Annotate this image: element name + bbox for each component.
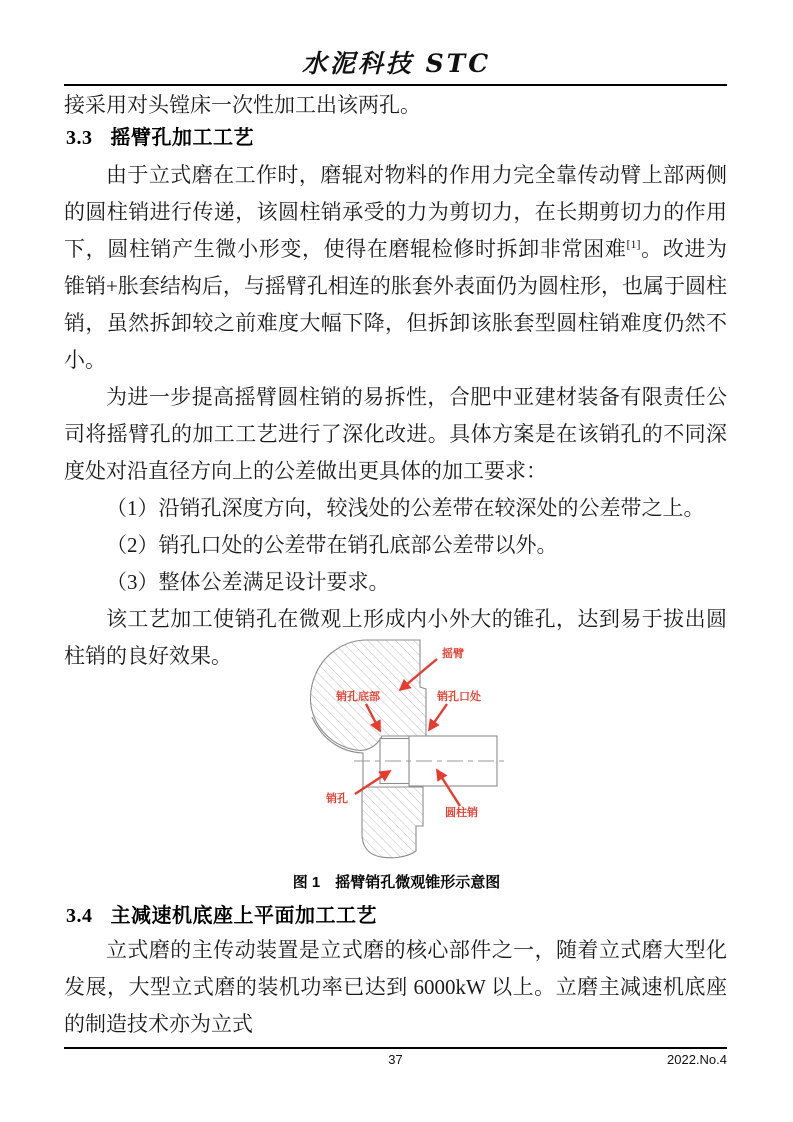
section-number: 3.3 bbox=[66, 127, 93, 149]
list-item-3: （3）整体公差满足设计要求。 bbox=[106, 570, 390, 594]
leading-text-line: 接采用对头镗床一次性加工出该两孔。 bbox=[64, 93, 421, 117]
list-item-2: （2）销孔口处的公差带在销孔底部公差带以外。 bbox=[106, 533, 558, 557]
footer-issue-label: 2022.No.4 bbox=[667, 1052, 727, 1067]
cylindrical-pin-label: 圆柱销 bbox=[445, 807, 478, 819]
paragraph-1 bbox=[64, 157, 727, 379]
pin-hole-label: 销孔 bbox=[326, 793, 348, 805]
section-heading-3-3 bbox=[66, 121, 254, 150]
section-title: 摇臂孔加工工艺 bbox=[110, 127, 254, 149]
paragraph-3: 该工艺加工使销孔在微观上形成内小外大的锥孔，达到易于拔出圆柱销的良好效果。 bbox=[64, 607, 727, 668]
footer-rule bbox=[64, 1047, 727, 1049]
paragraph-2: 为进一步提高摇臂圆柱销的易拆性，合肥中亚建材装备有限责任公司将摇臂孔的加工工艺进行了深化改进。具体方案是在该销孔的不同深度处对沿直径方向上的公差做出更具体的加工要求： bbox=[64, 385, 727, 483]
figure-1-caption: 图 1 摇臂销孔微观锥形示意图 bbox=[292, 874, 501, 891]
paragraph-1-text-cont: 。改进为锥销+胀套结构后，与摇臂孔相连的胀套外表面仍为圆柱形，也属于圆柱销，虽然拆卸较之前难度大幅下降，但拆卸该胀套型圆柱销难度仍然不小。 bbox=[64, 237, 728, 372]
section-3-4-body bbox=[64, 932, 727, 1043]
paragraph-4: 立式磨的主传动装置是立式磨的核心部件之一，随着立式磨大型化发展，大型立式磨的装机功率已达到 6000kW 以上。立磨主减速机底座的制造技术亦为立式 bbox=[64, 938, 727, 1036]
section-3-3-body bbox=[64, 157, 727, 675]
figure-1-diagram bbox=[270, 625, 570, 875]
list-item-1: （1）沿销孔深度方向，较浅处的公差带在较深处的公差带之上。 bbox=[106, 496, 705, 520]
rocker-arm-pin-hole-schematic bbox=[270, 625, 570, 875]
citation-ref: [1] bbox=[626, 237, 641, 251]
pin-hole-bottom-label: 销孔底部 bbox=[336, 691, 380, 703]
section-title: 主减速机底座上平面加工工艺 bbox=[110, 905, 377, 927]
rocker-arm-lower-section bbox=[362, 787, 423, 858]
section-number: 3.4 bbox=[66, 905, 93, 927]
rocker-arm-label: 摇臂 bbox=[442, 648, 464, 660]
pin-hole-mouth-label: 销孔口处 bbox=[437, 691, 481, 703]
section-heading-3-4 bbox=[66, 899, 377, 928]
pin-hole-mouth-arrow bbox=[429, 704, 447, 730]
journal-title: 水泥科技 STC bbox=[301, 49, 492, 78]
header-rule bbox=[64, 84, 727, 86]
paragraph-1-text: 由于立式磨在工作时，磨辊对物料的作用力完全靠传动臂上部两侧的圆柱销进行传递，该圆柱销承受的力为剪切力，在长期剪切力的作用下，圆柱销产生微小形变，使得在磨辊检修时拆卸非常困难 bbox=[64, 163, 727, 261]
footer-page-number: 37 bbox=[388, 1052, 403, 1067]
